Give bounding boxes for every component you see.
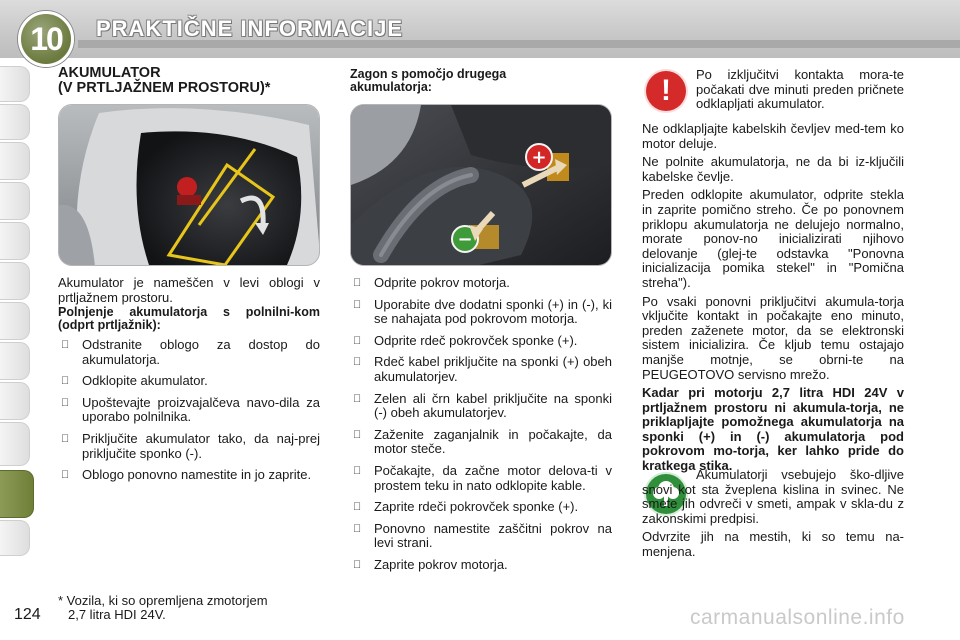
list-item-text: Zaprite rdeči pokrovček sponke (+). bbox=[374, 499, 579, 515]
charging-subheading: Polnjenje akumulatorja s polnilni-kom (odprt prtljažnik): bbox=[58, 305, 320, 332]
list-item-text: Oblogo ponovno namestite in jo zaprite. bbox=[82, 467, 312, 483]
footnote-line1: * Vozila, ki so opremljena zmotorjem bbox=[58, 593, 268, 608]
minus-terminal-label: − bbox=[457, 229, 473, 250]
side-tab[interactable] bbox=[0, 520, 30, 556]
footnote bbox=[58, 594, 268, 622]
bullet-icon bbox=[61, 468, 69, 483]
side-tab[interactable] bbox=[0, 222, 30, 260]
eco-notes bbox=[642, 468, 904, 564]
bullet-icon bbox=[353, 392, 361, 407]
warning-text: Po izključitvi kontakta mora-te počakati dve minuti preden pričnete odklapljati akumulator. bbox=[696, 67, 904, 112]
bullet-icon bbox=[353, 522, 361, 537]
eco-paragraph: Akumulatorji vsebujejo ško-dljive snovi kot sta žveplena kislina in svinec. Ne smete jih odvreči v smeti, ampak v skla-du z zakonskimi predpisi. bbox=[642, 467, 904, 526]
list-item bbox=[350, 392, 612, 421]
note-paragraph: Preden odklopite akumulator, odprite stekla in zaprite pomično streho. Če po ponovnem priklopu akumulatorja ne delujejo normalno, morate ponov-no inicializirati njihovo delovanje (glej-te odstavka "Ponovna inicializacija pomika stekel" in "Pomična streha"). bbox=[642, 187, 904, 290]
list-item-text: Ponovno namestite zaščitni pokrov na levi strani. bbox=[374, 520, 612, 551]
list-item-text: Zaženite zaganjalnik in počakajte, da motor steče. bbox=[374, 426, 612, 457]
side-tab[interactable] bbox=[0, 382, 30, 420]
bullet-icon bbox=[353, 276, 361, 291]
list-item bbox=[350, 355, 612, 384]
list-item bbox=[350, 464, 612, 493]
list-item-text: Priključite akumulator tako, da naj-prej priključite sponko (-). bbox=[82, 430, 320, 461]
list-item-text: Zelen ali črn kabel priključite na sponki (-) obeh akumulatorjev. bbox=[374, 390, 612, 421]
list-item bbox=[58, 432, 320, 461]
bullet-icon bbox=[353, 464, 361, 479]
list-item bbox=[350, 428, 612, 457]
side-tab[interactable] bbox=[0, 104, 30, 140]
bullet-icon bbox=[353, 334, 361, 349]
bullet-icon bbox=[353, 298, 361, 313]
list-item-text: Počakajte, da začne motor delova-ti v prostem teku in nato odklopite kable. bbox=[374, 462, 612, 493]
list-item bbox=[58, 396, 320, 425]
list-item-text: Zaprite pokrov motorja. bbox=[374, 556, 508, 572]
chapter-number-badge: 10 bbox=[18, 11, 74, 67]
list-item bbox=[350, 334, 612, 349]
chapter-title: PRAKTIČNE INFORMACIJE bbox=[96, 16, 404, 41]
warning-icon: ! bbox=[646, 71, 686, 111]
bullet-icon bbox=[353, 558, 361, 573]
jump-start-subheading-line1: Zagon s pomočjo drugega bbox=[350, 67, 507, 81]
list-item-text: Odklopite akumulator. bbox=[82, 373, 208, 389]
jump-start-steps-list bbox=[350, 276, 612, 580]
bullet-icon bbox=[61, 338, 69, 353]
watermark: carmanualsonline.info bbox=[690, 606, 905, 629]
list-item bbox=[58, 374, 320, 389]
list-item bbox=[58, 468, 320, 483]
short-circuit-warning: Kadar pri motorju 2,7 litra HDI 24V v prtljažnem prostoru ni akumula-torja, ne priklapljajte pomožnega akumulatorja na sponki (+) in (-) akumulatorja pod pokrovom mo-torja, ker lahko pride do kratkega stika. bbox=[642, 385, 904, 474]
list-item-text: Uporabite dve dodatni sponki (+) in (-), ki se nahajata pod pokrovom motorja. bbox=[374, 296, 612, 327]
section-heading-line2: (V PRTLJAŽNEM PROSTORU)* bbox=[58, 80, 271, 96]
engine-bay-photo bbox=[350, 104, 612, 266]
note-paragraph: Ne odklapljajte kabelskih čevljev med-tem ko motor deluje. bbox=[642, 121, 904, 151]
bullet-icon bbox=[353, 428, 361, 443]
trunk-battery-photo bbox=[58, 104, 320, 266]
footnote-line2: 2,7 litra HDI 24V. bbox=[68, 607, 166, 622]
side-tab[interactable] bbox=[0, 342, 30, 380]
side-tab[interactable] bbox=[0, 182, 30, 220]
battery-notes bbox=[642, 122, 904, 478]
bullet-icon bbox=[61, 396, 69, 411]
section-heading bbox=[58, 66, 338, 96]
side-tab[interactable] bbox=[0, 422, 30, 466]
eco-paragraph: Odvrzite jih na mestih, ki so temu na-menjena. bbox=[642, 529, 904, 559]
list-item-text: Upoštevajte proizvajalčeva navo-dila za uporabo polnilnika. bbox=[82, 394, 320, 425]
note-paragraph: Po vsaki ponovni priključitvi akumula-torja vključite kontakt in počakajte eno minuto, preden zaženete motor, da se elektronski sistem inicializira. Če kljub temu ostajajo manjše motnje, se obrni-te na PEUGEOTOVO servisno mrežo. bbox=[642, 293, 904, 382]
list-item-text: Odstranite oblogo za dostop do akumulatorja. bbox=[82, 337, 320, 367]
list-item bbox=[350, 298, 612, 327]
jump-start-subheading-line2: akumulatorja: bbox=[350, 80, 432, 94]
list-item bbox=[350, 276, 612, 291]
list-item-text: Odprite rdeč pokrovček sponke (+). bbox=[374, 332, 578, 348]
list-item-text: Odprite pokrov motorja. bbox=[374, 275, 510, 290]
bullet-icon bbox=[353, 500, 361, 515]
list-item bbox=[350, 522, 612, 551]
list-item bbox=[58, 338, 320, 367]
note-paragraph: Ne polnite akumulatorja, ne da bi iz-ključili kabelske čevlje. bbox=[642, 154, 904, 184]
side-tab[interactable] bbox=[0, 66, 30, 102]
side-tab[interactable] bbox=[0, 262, 30, 300]
bullet-icon bbox=[61, 432, 69, 447]
plus-terminal-label: + bbox=[531, 147, 547, 168]
side-tab-active[interactable] bbox=[0, 470, 34, 518]
list-item-text: Rdeč kabel priključite na sponki (+) obeh akumulatorjev. bbox=[374, 354, 612, 384]
bullet-icon bbox=[353, 355, 361, 370]
section-heading-line1: AKUMULATOR bbox=[58, 65, 161, 81]
charging-steps-list bbox=[58, 338, 320, 490]
list-item bbox=[350, 500, 612, 515]
side-tab[interactable] bbox=[0, 142, 30, 180]
jump-start-subheading bbox=[350, 68, 610, 94]
bullet-icon bbox=[61, 374, 69, 389]
side-tab[interactable] bbox=[0, 302, 30, 340]
intro-paragraph: Akumulator je nameščen v levi oblogi v prtljažnem prostoru. bbox=[58, 275, 320, 305]
page-number: 124 bbox=[14, 606, 41, 623]
list-item bbox=[350, 558, 612, 573]
